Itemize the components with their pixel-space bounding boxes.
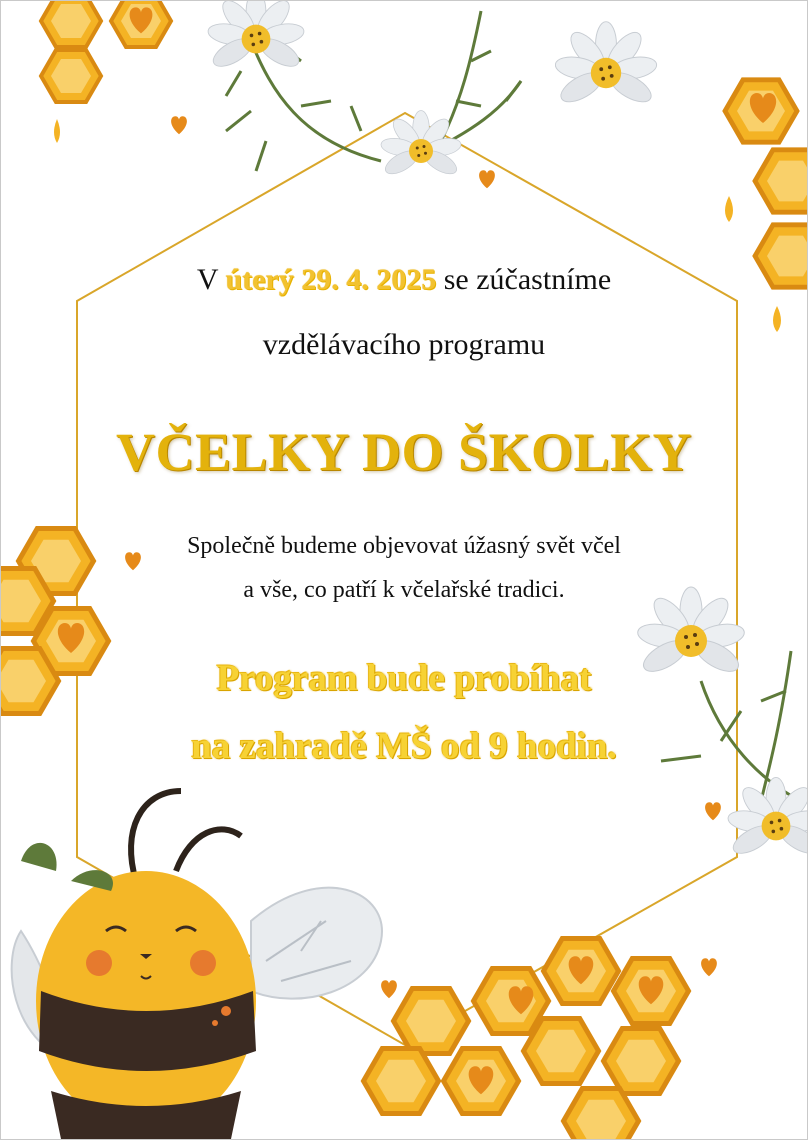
announcement-prefix: V <box>196 263 226 296</box>
program-line-1: Program bude probíhat <box>216 658 592 699</box>
event-date: úterý 29. 4. 2025 <box>225 263 437 296</box>
decoration-layer <box>1 1 807 1139</box>
honeycomb-icon <box>41 1 171 143</box>
flyer-title: VČELKY DO ŠKOLKY <box>115 422 693 482</box>
description-line-1: Společně budeme objevovat úžasný svět včel <box>187 533 621 559</box>
description-line-2: a vše, co patří k včelařské tradici. <box>243 577 565 603</box>
announcement-suffix: se zúčastníme <box>436 263 612 296</box>
announcement-line-2: vzdělávacího programu <box>262 328 546 361</box>
program-line-2: na zahradě MŠ od 9 hodin. <box>191 726 617 767</box>
bee-icon <box>12 791 382 1139</box>
honeycomb-icon <box>364 939 689 1140</box>
announcement-line-1 <box>1 263 807 297</box>
